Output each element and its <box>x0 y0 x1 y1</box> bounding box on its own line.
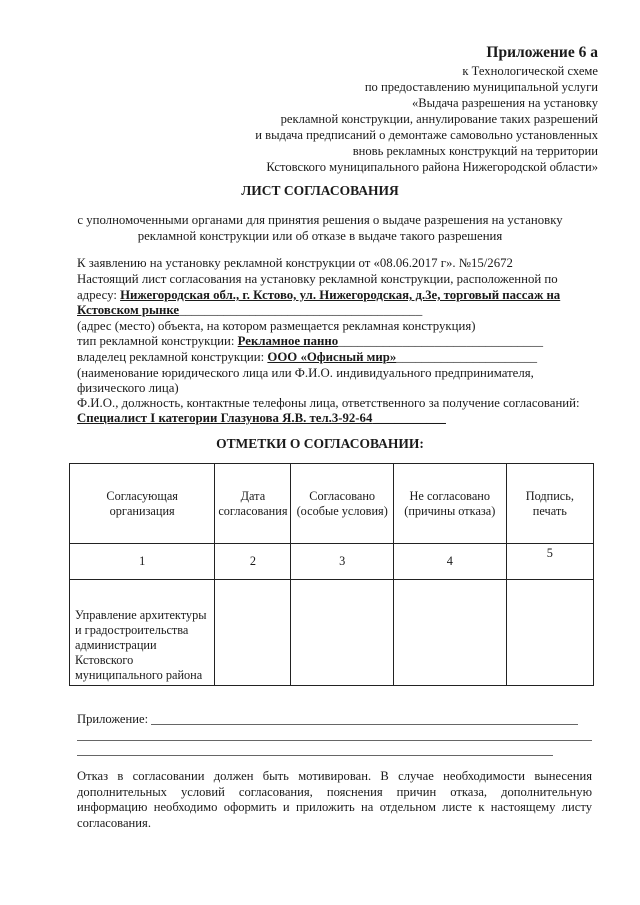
owner-prefix: владелец рекламной конструкции: <box>77 350 268 364</box>
address-line-2 <box>77 303 422 318</box>
owner-line <box>77 350 537 365</box>
appendix-line-2[interactable] <box>77 740 592 741</box>
subtitle-line-1: с уполномоченными органами для принятия решения о выдаче разрешения на установку <box>77 213 563 227</box>
responsible-line: Ф.И.О., должность, контактные телефоны лица, ответственного за получение согласований: <box>77 396 580 410</box>
owner-value: ООО «Офисный мир» <box>267 350 397 364</box>
table-number-row <box>70 544 594 580</box>
header-approved: Согласовано (особые условия) <box>291 464 393 544</box>
number-5: 5 <box>506 544 593 580</box>
address-caption: (адрес (место) объекта, на котором размещается рекламная конструкция) <box>77 319 476 333</box>
appendix-label: Приложение: <box>77 712 149 726</box>
number-4: 4 <box>393 544 506 580</box>
type-line <box>77 334 543 349</box>
address-prefix: адресу: <box>77 288 121 302</box>
sheet-title: ЛИСТ СОГЛАСОВАНИЯ <box>241 183 399 198</box>
header-signature: Подпись, печать <box>506 464 593 544</box>
application-line: К заявлению на установку рекламной конструкции от «08.06.2017 г». №15/2672 <box>77 256 513 270</box>
header-line-3: «Выдача разрешения на установку <box>411 96 598 110</box>
number-3: 3 <box>291 544 393 580</box>
header-line-1: к Технологической схеме <box>462 64 598 78</box>
header-org: Согласующая организация <box>70 464 215 544</box>
appendix-line-1[interactable] <box>151 724 578 725</box>
number-2: 2 <box>215 544 291 580</box>
row-date-cell[interactable] <box>215 580 291 686</box>
appendix-line-3[interactable] <box>77 755 553 756</box>
header-line-5: и выдача предписаний о демонтаже самовольно установленных <box>255 128 598 142</box>
type-fill: ________________________________ <box>338 334 543 348</box>
row-not-approved-cell[interactable] <box>393 580 506 686</box>
address-line <box>77 288 560 303</box>
row-approved-cell[interactable] <box>291 580 393 686</box>
address-fill: ______________________________________ <box>179 303 423 317</box>
row-signature-cell[interactable] <box>506 580 593 686</box>
responsible-value: Специалист I категории Глазунова Я.В. тел.3-92-64 <box>77 411 373 425</box>
header-line-2: по предоставлению муниципальной услуги <box>364 80 598 94</box>
header-line-7: Кстовского муниципального района Нижегородской области» <box>266 160 598 174</box>
address-value-1: Нижегородская обл., г. Кстово, ул. Нижегородская, д.3е, торговый пассаж на <box>120 288 561 302</box>
table-row <box>70 580 594 686</box>
approval-table <box>69 463 594 686</box>
header-line-4: рекламной конструкции, аннулирование таких разрешений <box>280 112 598 126</box>
marks-title: ОТМЕТКИ О СОГЛАСОВАНИИ: <box>216 436 424 451</box>
subtitle-line-2: рекламной конструкции или об отказе в выдаче такого разрешения <box>137 229 503 243</box>
owner-caption-1: (наименование юридического лица или Ф.И.О. индивидуального предпринимателя, <box>77 366 534 380</box>
header-date: Дата согласования <box>215 464 291 544</box>
row-organization: Управление архитектуры и градостроительства администрации Кстовского муниципального района <box>70 580 215 686</box>
owner-caption-2: физического лица) <box>77 381 179 395</box>
present-line: Настоящий лист согласования на установку рекламной конструкции, расположенной по <box>77 272 558 286</box>
header-line-6: вновь рекламных конструкций на территории <box>352 144 598 158</box>
type-prefix: тип рекламной конструкции: <box>77 334 238 348</box>
appendix-title: Приложение 6 а <box>486 44 598 61</box>
refusal-note: Отказ в согласовании должен быть мотивирован. В случае необходимости вынесения дополнительных условий согласования, пояснения причин отказа, дополнительную информацию необходимо оформить и приложить на отдельном листе к настоящему листу согласования. <box>77 769 592 830</box>
responsible-fill: ___________ <box>372 411 446 425</box>
responsible-row <box>77 411 446 426</box>
owner-fill: ______________________ <box>396 350 538 364</box>
number-1: 1 <box>70 544 215 580</box>
header-not-approved: Не согласовано (причины отказа) <box>393 464 506 544</box>
table-header-row <box>70 464 594 544</box>
address-value-2: Кстовском рынке <box>77 303 180 317</box>
type-value: Рекламное панно <box>237 334 339 348</box>
